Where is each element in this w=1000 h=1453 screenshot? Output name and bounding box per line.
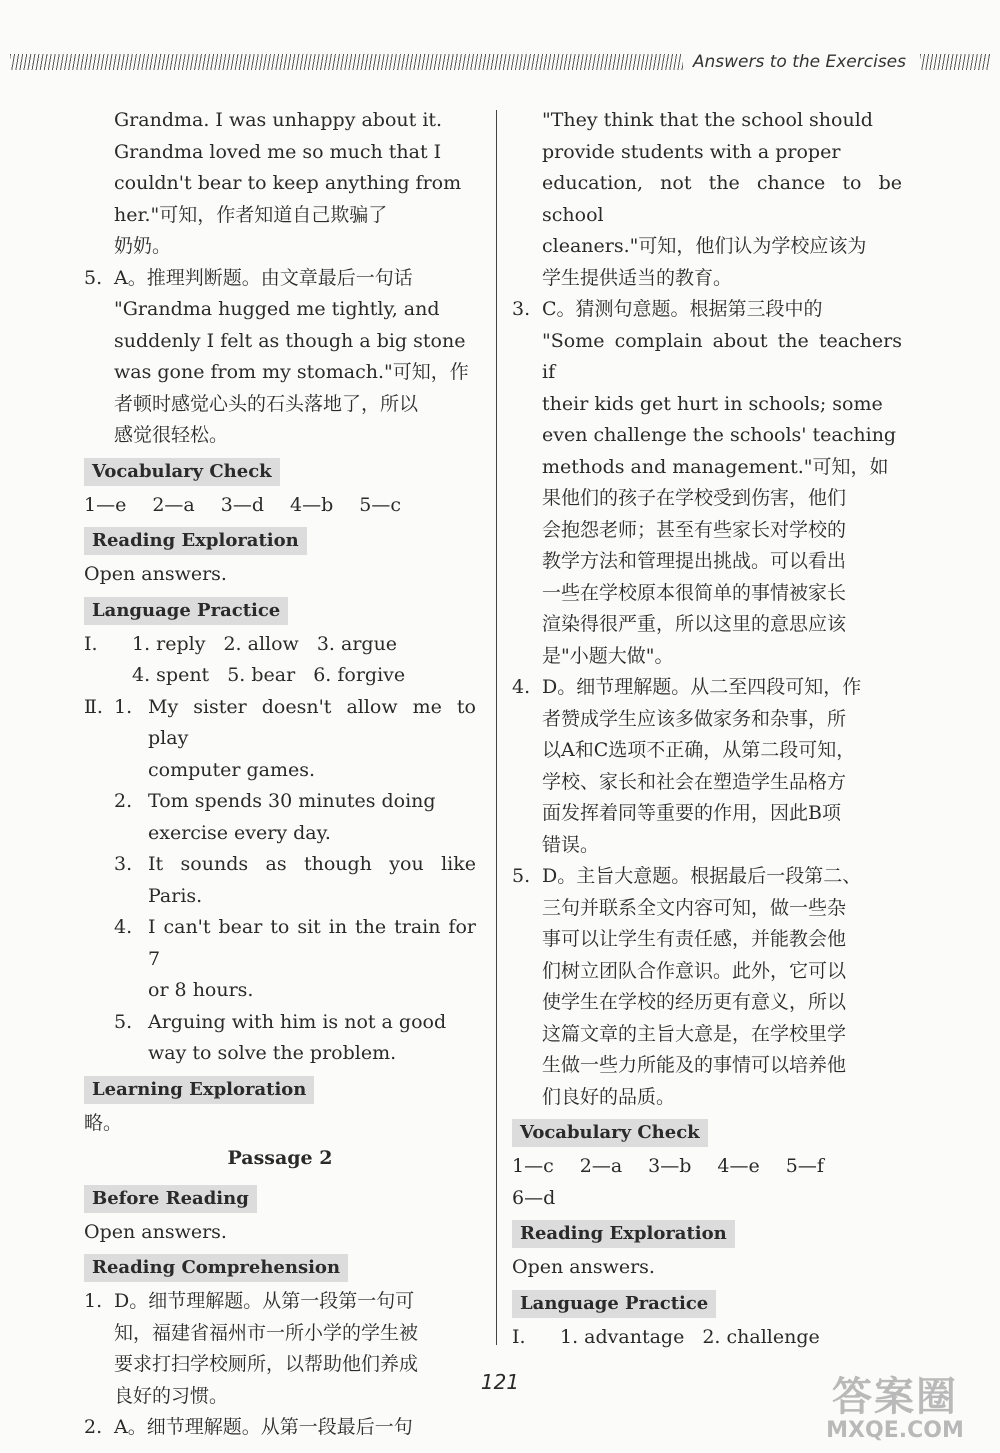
item-number: 2.	[84, 1416, 103, 1438]
text-line: A。推理判断题。由文章最后一句话	[114, 266, 413, 289]
text-line: education, not the chance to be school	[542, 172, 902, 226]
part-label: Ⅰ.	[512, 1325, 526, 1348]
text-line: 是"小题大做"。	[542, 644, 674, 667]
section-heading-vocabulary-check: Vocabulary Check	[84, 458, 280, 486]
text-line: 会抱怨老师；甚至有些家长对学校的	[542, 518, 847, 541]
right-answer-3	[512, 294, 902, 672]
header-hatch-left	[10, 54, 683, 70]
lang-part2-item-1	[84, 692, 476, 787]
answer: 5—f	[785, 1155, 824, 1177]
text-line: was gone from my stomach."可知，作	[114, 361, 469, 383]
text-line: methods and management."可知，如	[542, 455, 889, 478]
section-heading-language-practice: Language Practice	[512, 1290, 716, 1318]
item-number: 1.	[114, 695, 133, 718]
text-line: "They think that the school should	[542, 109, 873, 131]
header-title: Answers to the Exercises	[692, 52, 906, 72]
answer: 2. allow	[223, 632, 299, 655]
text-line: 使学生在学校的经历更有意义，所以	[542, 991, 847, 1013]
text-line: suddenly I felt as though a big stone	[114, 329, 466, 352]
before-reading-text: Open answers.	[84, 1220, 227, 1243]
right-answer-5	[512, 861, 902, 1113]
text-line: 奶奶。	[114, 235, 172, 257]
item-number: 5.	[512, 865, 531, 887]
header-hatch-right	[920, 54, 990, 70]
right-answer-4	[512, 672, 902, 861]
text-line: Tom spends 30 minutes doing	[148, 790, 436, 812]
text-line: I can't bear to sit in the train for 7	[148, 916, 476, 970]
text-line: even challenge the schools' teaching	[542, 424, 897, 446]
left-continuation	[84, 105, 476, 263]
left-column	[84, 105, 476, 1444]
text-line: 三句并联系全文内容可知，做一些杂	[542, 896, 847, 919]
reading-exploration-text: Open answers.	[512, 1256, 655, 1278]
text-line: exercise every day.	[148, 821, 331, 844]
answer: 3—b	[648, 1155, 692, 1177]
text-line: C。猜测句意题。根据第三段中的	[542, 298, 823, 320]
comp-answer-2	[84, 1412, 476, 1444]
lang-part1-row2	[84, 660, 476, 692]
text-line: A。细节理解题。从第一段最后一句	[114, 1416, 413, 1438]
item-number: 3.	[512, 298, 531, 320]
answer: 2—a	[579, 1155, 623, 1177]
text-line: her."可知，作者知道自己欺骗了	[114, 203, 388, 226]
text-line: D。细节理解题。从二至四段可知，作	[542, 676, 862, 698]
answer: 3. argue	[316, 632, 398, 655]
answer: 6—d	[512, 1186, 556, 1209]
item-number: 4.	[512, 676, 531, 698]
text-line: 良好的习惯。	[114, 1384, 229, 1407]
right-column	[512, 105, 902, 1353]
text-line: way to solve the problem.	[148, 1042, 397, 1064]
watermark-text: 答案圈	[832, 1374, 958, 1420]
vocab-answers	[512, 1151, 902, 1214]
text-line: 者顿时感觉心头的石头落地了，所以	[114, 392, 419, 415]
text-line: or 8 hours.	[148, 979, 254, 1001]
watermark-site: MXQE.COM	[826, 1418, 964, 1443]
section-heading-learning-exploration: Learning Exploration	[84, 1076, 314, 1104]
answer: 5—c	[359, 493, 402, 516]
answer: 1—c	[512, 1155, 554, 1177]
page-header	[10, 48, 990, 76]
text-line: 学生提供适当的教育。	[542, 266, 733, 289]
text-line: computer games.	[148, 758, 316, 781]
text-line: cleaners."可知，他们认为学校应该为	[542, 235, 867, 257]
text-line: 错误。	[542, 833, 600, 856]
answer: 5. bear	[227, 664, 296, 686]
section-heading-reading-comprehension: Reading Comprehension	[84, 1254, 348, 1282]
lang-part2-item-5	[84, 1007, 476, 1070]
answer: 1—e	[84, 493, 127, 516]
text-line: D。主旨大意题。根据最后一段第二、	[542, 865, 862, 887]
watermark-logo	[800, 1375, 990, 1445]
item-number: 2.	[114, 790, 133, 812]
reading-exploration-text: Open answers.	[84, 563, 227, 585]
lang-part1-row1	[84, 629, 476, 661]
section-heading-vocabulary-check: Vocabulary Check	[512, 1119, 708, 1147]
answer: 4. spent	[132, 664, 210, 686]
vocab-answers	[84, 490, 476, 522]
text-line: "Grandma hugged me tightly, and	[114, 298, 440, 320]
answer: 1. reply	[132, 632, 206, 655]
text-line: 学校、家长和社会在塑造学生品格方	[542, 770, 847, 793]
page-number: 121	[480, 1370, 520, 1394]
answer: 4—e	[717, 1155, 760, 1177]
item-number: 1.	[84, 1290, 103, 1312]
item-number: 3.	[114, 853, 133, 875]
section-heading-reading-exploration: Reading Exploration	[512, 1220, 735, 1248]
text-line: 们树立团队合作意识。此外，它可以	[542, 959, 847, 982]
text-line: Grandma loved me so much that I	[114, 140, 442, 163]
answer: 4—b	[290, 493, 334, 516]
lang-part2-item-2	[84, 786, 476, 849]
part-label: Ⅰ.	[84, 632, 98, 655]
text-line: Grandma. I was unhappy about it.	[114, 109, 443, 131]
item-number: 5.	[84, 266, 103, 289]
lang-part1-row1	[512, 1322, 902, 1354]
text-line: 教学方法和管理提出挑战。可以看出	[542, 550, 847, 572]
learning-exploration-text: 略。	[84, 1111, 123, 1134]
text-line: 感觉很轻松。	[114, 424, 229, 446]
right-continuation	[512, 105, 902, 294]
text-line: 事可以让学生有责任感，并能教会他	[542, 928, 847, 950]
item-number: 5.	[114, 1010, 133, 1033]
text-line: 一些在学校原本很简单的事情被家长	[542, 581, 847, 604]
text-line: 知，福建省福州市一所小学的学生被	[114, 1321, 419, 1344]
item-number: 4.	[114, 916, 133, 938]
left-answer-5	[84, 263, 476, 452]
text-line: Arguing with him is not a good	[148, 1010, 447, 1033]
text-line: provide students with a proper	[542, 140, 841, 163]
text-line: couldn't bear to keep anything from	[114, 172, 462, 194]
text-line: "Some complain about the teachers if	[542, 329, 902, 383]
lang-part2-item-4	[84, 912, 476, 1007]
text-line: 生做一些力所能及的事情可以培养他	[542, 1054, 847, 1076]
text-line: My sister doesn't allow me to play	[148, 695, 476, 749]
answer: 1. advantage	[560, 1325, 685, 1348]
section-heading-before-reading: Before Reading	[84, 1185, 257, 1213]
text-line: 果他们的孩子在学校受到伤害，他们	[542, 487, 847, 509]
answer: 6. forgive	[313, 664, 406, 686]
section-heading-language-practice: Language Practice	[84, 597, 288, 625]
answer: 3—d	[220, 493, 265, 516]
text-line: 们良好的品质。	[542, 1085, 676, 1108]
lang-part2-item-3	[84, 849, 476, 912]
text-line: It sounds as though you like Paris.	[148, 853, 476, 907]
answer: 2—a	[152, 493, 195, 516]
text-line: 者赞成学生应该多做家务和杂事，所	[542, 707, 847, 730]
text-line: 渲染得很严重，所以这里的意思应该	[542, 613, 847, 635]
section-heading-reading-exploration: Reading Exploration	[84, 527, 307, 555]
text-line: 面发挥着同等重要的作用，因此B项	[542, 802, 841, 824]
text-line: 以A和C选项不正确，从第二段可知，	[542, 739, 856, 761]
part-label: Ⅱ.	[84, 695, 103, 718]
passage-title: Passage 2	[227, 1147, 333, 1169]
column-divider	[496, 110, 497, 1345]
text-line: D。细节理解题。从第一段第一句可	[114, 1290, 415, 1312]
text-line: their kids get hurt in schools; some	[542, 392, 883, 415]
text-line: 这篇文章的主旨大意是，在学校里学	[542, 1022, 847, 1045]
answer: 2. challenge	[702, 1325, 820, 1348]
text-line: 要求打扫学校厕所，以帮助他们养成	[114, 1353, 419, 1375]
